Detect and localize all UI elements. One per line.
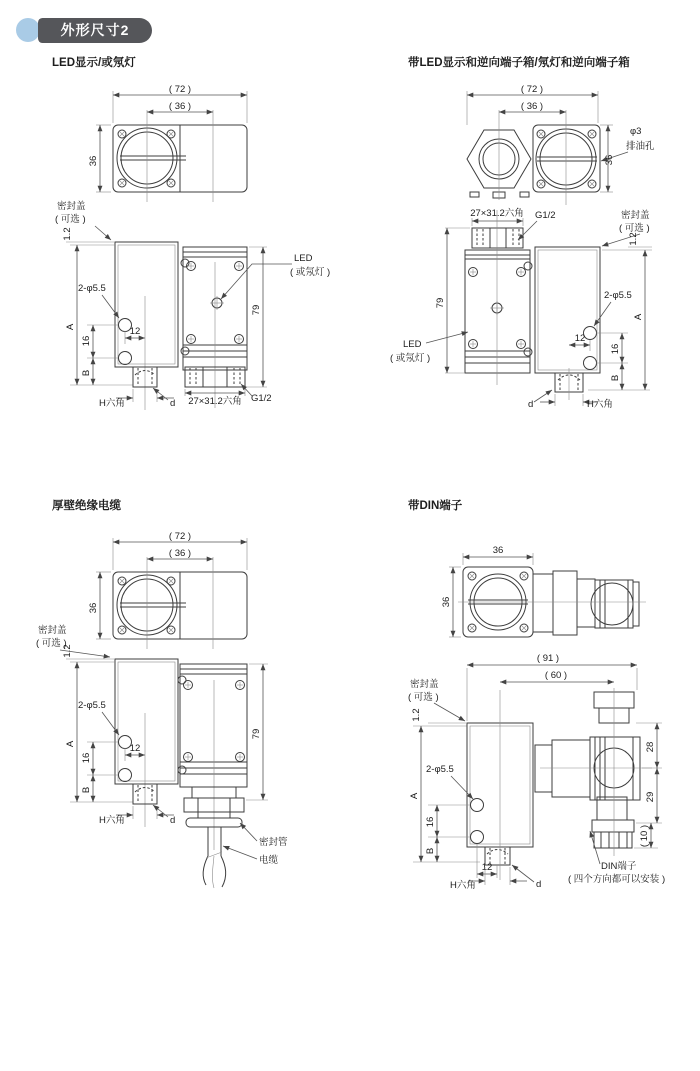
q4-din-terminal-note: ( 四个方向都可以安装 ): [568, 874, 666, 885]
q2-dim-1-2: 1.2: [628, 232, 639, 246]
q3-top-view: [88, 531, 247, 649]
q2-seal-cover-optional: ( 可选 ): [619, 223, 650, 234]
q3-drawing: [36, 498, 288, 888]
q4-top-view: [441, 545, 646, 637]
q4-din-terminal-label: DIN端子: [601, 861, 637, 872]
q4-dim-holes: 2-φ5.5: [426, 764, 454, 775]
q3-seal-cover-label: 密封盖: [38, 625, 67, 636]
q1-dim-d: d: [170, 398, 176, 409]
q1-side-body: [181, 247, 247, 370]
q4-dim-16: 16: [425, 816, 436, 828]
q2-dim-79: 79: [435, 297, 446, 309]
q3-dim-1-2: 1.2: [62, 644, 73, 658]
q1-drawing: [52, 55, 330, 410]
q2-front-view: [390, 207, 652, 410]
q2-dim-d: d: [528, 399, 534, 410]
q3-side-body: [178, 664, 247, 787]
q3-dim-A: A: [65, 740, 76, 748]
q3-cable: [203, 827, 226, 888]
q1-dim-36-height: 36: [88, 155, 99, 167]
page-title: 外形尺寸2: [38, 18, 152, 43]
q3-dim-36-height: 36: [88, 602, 99, 614]
q4-din-connector-side: [535, 692, 640, 848]
q1-dim-hex27: 27×31.2六角: [188, 396, 242, 407]
q2-dim-72: ( 72 ): [520, 84, 544, 95]
q4-dim-A: A: [409, 792, 420, 800]
q3-dim-B: B: [81, 786, 92, 794]
q4-side-view: [408, 653, 665, 891]
q2-dim-g12: G1/2: [535, 210, 556, 221]
q4-din-connector-top: [533, 571, 639, 635]
q1-dim-holes: 2-φ5.5: [78, 283, 106, 294]
q2-dim-B: B: [610, 374, 621, 382]
q1-title: LED显示/或氖灯: [52, 57, 136, 69]
q4-seal-cover-label: 密封盖: [410, 679, 439, 690]
q2-oil-hole-dia: φ3: [630, 126, 642, 137]
q1-dim-16: 16: [81, 335, 92, 347]
q2-dim-36-inner: ( 36 ): [520, 101, 544, 112]
q1-dim-A: A: [65, 323, 76, 331]
q2-drawing: [390, 55, 655, 410]
q4-dim-B: B: [425, 847, 436, 855]
q4-dim-28: 28: [645, 741, 656, 753]
q1-seal-cover-label: 密封盖: [57, 201, 86, 212]
q2-oil-hole-label: 排油孔: [626, 141, 655, 152]
q2-top-view: [467, 84, 655, 205]
q3-seal-cover-optional: ( 可选 ): [36, 638, 67, 649]
q4-seal-cover-optional: ( 可选 ): [408, 692, 439, 703]
q2-dim-12: 12: [574, 333, 586, 344]
q1-dim-hexH: H六角: [99, 398, 125, 409]
q4-drawing: [408, 498, 665, 891]
q3-title: 厚壁绝缘电缆: [52, 500, 121, 512]
q1-dim-36-inner: ( 36 ): [168, 101, 192, 112]
q1-dim-B: B: [81, 369, 92, 377]
q4-dim-1-2: 1.2: [411, 708, 422, 722]
q3-dim-hexH: H六角: [99, 815, 125, 826]
q2-led-label: LED: [403, 339, 422, 350]
q3-seal-tube-label: 密封管: [259, 837, 288, 848]
q4-dim-12: 12: [481, 862, 493, 873]
q3-dim-79: 79: [251, 728, 262, 740]
q1-led-alt-label: ( 或氖灯 ): [290, 267, 331, 278]
q3-dim-16: 16: [81, 752, 92, 764]
q1-flange-screws: [118, 130, 175, 187]
q4-dim-36-top: 36: [492, 545, 504, 556]
q2-dim-hex27: 27×31.2六角: [470, 208, 524, 219]
q1-top-view: [88, 84, 247, 202]
q4-title: 带DIN端子: [408, 500, 463, 512]
q2-dim-A: A: [633, 313, 644, 321]
q2-title: 带LED显示和逆向端子箱/氖灯和逆向端子箱: [408, 57, 630, 69]
q3-dim-36-inner: ( 36 ): [168, 548, 192, 559]
q3-flange-screws: [118, 577, 175, 634]
q4-dim-hexH: H六角: [450, 880, 476, 891]
q2-dim-16: 16: [610, 343, 621, 355]
q1-dim-g12: G1/2: [251, 393, 272, 404]
q1-seal-cover-optional: ( 可选 ): [55, 214, 86, 225]
q1-front-view: [55, 200, 330, 410]
q4-dim-60: ( 60 ): [544, 670, 568, 681]
q4-dim-d: d: [536, 879, 542, 890]
q4-dim-29: 29: [645, 791, 656, 803]
q4-dim-10: ( 10 ): [639, 824, 650, 848]
q1-dim-79: 79: [251, 304, 262, 316]
q1-dim-1-2: 1.2: [62, 227, 73, 241]
q1-dim-12: 12: [129, 326, 141, 337]
q2-flange-screws: [537, 130, 596, 188]
q3-dim-72: ( 72 ): [168, 531, 192, 542]
q4-dim-36-left: 36: [441, 596, 452, 608]
q3-dim-holes: 2-φ5.5: [78, 700, 106, 711]
q2-led-alt-label: ( 或氖灯 ): [390, 353, 431, 364]
q2-g12-nipple-top: [472, 228, 523, 248]
q2-seal-cover-label: 密封盖: [621, 210, 650, 221]
q1-dim-72: ( 72 ): [168, 84, 192, 95]
q1-led-label: LED: [294, 253, 313, 264]
q2-dim-holes: 2-φ5.5: [604, 290, 632, 301]
q2-side-body: [465, 250, 532, 373]
q2-dim-36-height: 36: [604, 154, 615, 166]
q3-dim-12: 12: [129, 743, 141, 754]
q3-cable-label: 电缆: [259, 855, 279, 866]
q2-dim-hexH: H六角: [587, 399, 613, 410]
q3-dim-d: d: [170, 815, 176, 826]
q4-dim-91: ( 91 ): [536, 653, 560, 664]
q3-front-view: [36, 624, 288, 888]
